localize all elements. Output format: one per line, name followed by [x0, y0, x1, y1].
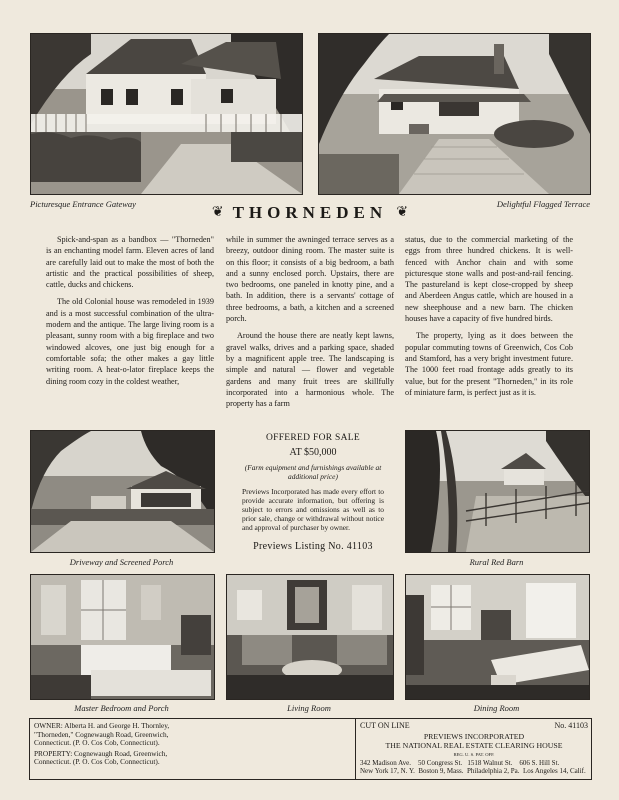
paragraph: Around the house there are neatly kept lawns, gravel walks, drives and a parking space, shaded by a magnificent apple tree. The landscaping is simple and natural — flower and vegetable gardens and many fruit trees are skillfully incorporated into a harmonious whole. The property has a farm — [226, 331, 394, 409]
photo-master-bedroom — [30, 574, 215, 700]
ornament-right-icon: ❦ — [396, 205, 409, 220]
offer-note: (Farm equipment and furnishings available at additional price) — [244, 463, 382, 481]
paragraph: while in summer the awninged terrace serves as a breezy, outdoor dining room. The master suite is on this floor; it consists of a big bedroom, a bath and a sunny enclosed porch. Upstairs, there are two bedrooms, one paneled in knotty pine, and a bath. In addition, there is a servants' cottage of three bedrooms, a bath, a kitchen and a screened porch. — [226, 235, 394, 324]
text-column-2 — [226, 234, 394, 415]
property-text: PROPERTY: Cognewaugh Road, Greenwich, Connecticut. (P. O. Cos Cob, Connecticut). — [34, 748, 168, 767]
office-addresses — [360, 759, 590, 775]
page-title — [160, 203, 460, 223]
title-text: THORNEDEN — [232, 203, 388, 222]
photo-entrance-gateway — [30, 33, 303, 195]
paragraph: The property, lying as it does between the popular commuting towns of Greenwich, Cos Cob and Stamford, has a very bright investment future. The 1000 feet road frontage adds greatly to its value, but for the present "Thorneden," in its role of miniature farm, is perfect just as it is. — [405, 331, 573, 397]
company-name: PREVIEWS INCORPORATED — [423, 732, 525, 741]
paragraph: The old Colonial house was remodeled in 1939 and is a most successful combination of the ultra-modern and the antique. The large living room is a pleasant, sunny room with a big fireplace and two windowed alcoves, one just big enough for a comfortable sofa; the other makes a gay little writing room. A heat-o-lator fireplace keeps the dining room cozy in the coldest weather, — [46, 297, 214, 386]
caption-barn: Rural Red Barn — [469, 557, 524, 567]
cut-on-line: CUT ON LINE — [360, 721, 410, 730]
footer-coupon — [29, 718, 592, 780]
photo-dining-room — [405, 574, 590, 700]
address-line-2: New York 17, N. Y. Boston 9, Mass. Philadelphia 2, Pa. Los Angeles 14, Calif. — [360, 767, 586, 775]
owner-info — [34, 722, 204, 767]
caption-dining: Dining Room — [473, 703, 520, 713]
ornament-left-icon: ❦ — [211, 205, 224, 220]
divider — [355, 719, 356, 779]
company-tagline: THE NATIONAL REAL ESTATE CLEARING HOUSE — [385, 741, 563, 750]
photo-rural-barn — [405, 430, 590, 553]
offer-price: AT $50,000 — [289, 447, 337, 458]
listing-number: Previews Listing No. 41103 — [253, 541, 373, 552]
offer-disclaimer: Previews Incorporated has made every effort to provide accurate information, but offering is subject to errors and omissions as well as to prior sale, change or withdrawal without notice and approval of purchaser by owner. — [242, 487, 384, 532]
text-column-1 — [46, 234, 214, 393]
photo-driveway-porch — [30, 430, 215, 553]
caption-terrace: Delightful Flagged Terrace — [496, 199, 590, 209]
caption-living: Living Room — [287, 703, 331, 713]
photo-flagged-terrace — [318, 33, 591, 195]
paragraph: Spick-and-span as a bandbox — "Thorneden" is an enchanting model farm. Eleven acres of land are carefully laid out to make the most of both the artistic and the practical possibilities of sheep, cattle, ducks and chickens. — [46, 235, 214, 290]
listing-number-footer: No. 41103 — [554, 721, 588, 730]
caption-bedroom: Master Bedroom and Porch — [74, 703, 169, 713]
address-line-1: 342 Madison Ave. 50 Congress St. 1518 Walnut St. 606 S. Hill St. — [360, 759, 560, 767]
owner-text: OWNER: Alberta H. and George H. Thornley, "Thorneden," Cognewaugh Road, Greenwich, Connecticut. (P. O. Cos Cob, Connecticut). — [34, 721, 170, 748]
registration-mark: REG. U. S. PAT. OFF. — [453, 752, 495, 757]
caption-entrance: Picturesque Entrance Gateway — [30, 199, 136, 209]
offer-block — [238, 433, 388, 552]
caption-driveway: Driveway and Screened Porch — [69, 557, 174, 567]
paragraph: status, due to the commercial marketing of the eggs from three hundred chickens. It is well-fenced with Anchor chain and with some picturesque stone walls and post-and-rail fencing. The pastureland is kept close-cropped by sheep and Aberdeen Angus cattle, which are housed in a new sheephouse and a new barn. The chicken houses have a capacity of five hundred birds. — [405, 235, 573, 324]
text-column-3 — [405, 234, 573, 404]
offer-heading: OFFERED FOR SALE — [265, 433, 360, 443]
photo-living-room — [226, 574, 394, 700]
